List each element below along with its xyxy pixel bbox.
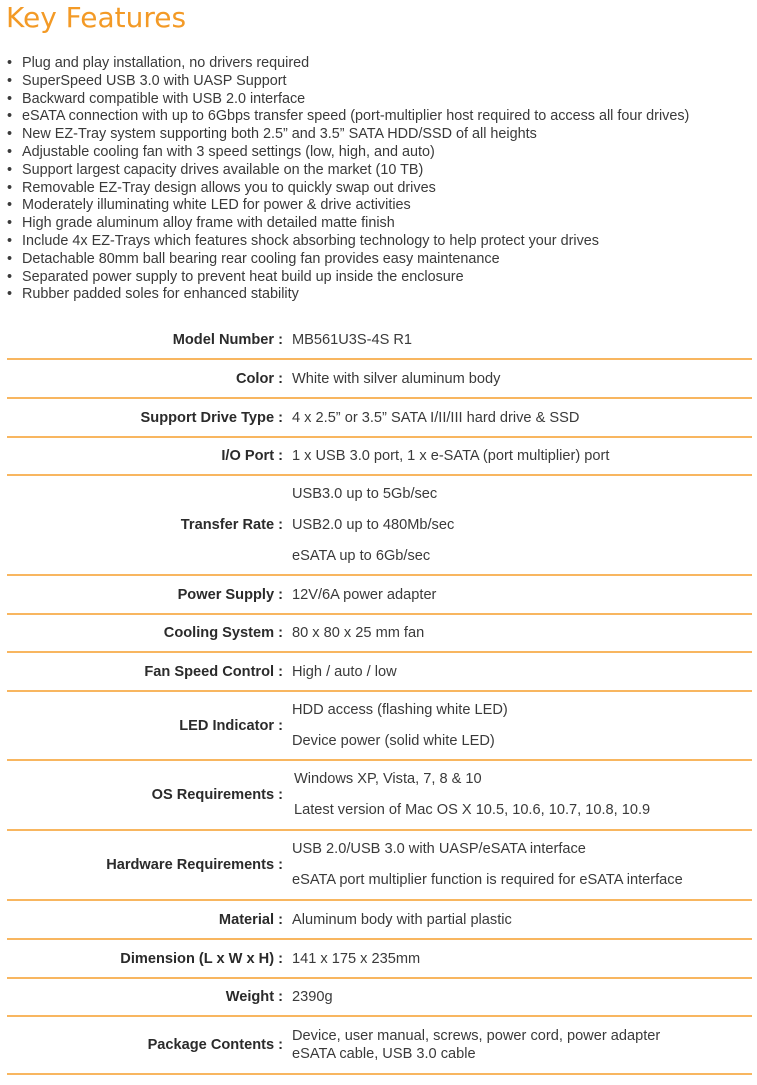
spec-value	[292, 1027, 752, 1063]
spec-value	[292, 371, 752, 387]
spec-value	[292, 989, 752, 1005]
spec-value	[292, 625, 752, 641]
spec-value-line: Aluminum body with partial plastic	[292, 911, 512, 928]
spec-value-line: eSATA port multiplier function is required for eSATA interface	[292, 872, 683, 888]
spec-label: Color :	[235, 370, 283, 387]
spec-value-line: 141 x 175 x 235mm	[292, 950, 421, 967]
spec-label: Package Contents :	[147, 1037, 283, 1053]
spec-value-line: 2390g	[292, 989, 333, 1005]
feature-item: • SuperSpeed USB 3.0 with UASP Support	[7, 73, 689, 91]
feature-item: • Removable EZ-Tray design allows you to quickly swap out drives	[7, 180, 689, 198]
spec-label: Weight :	[225, 989, 283, 1005]
spec-value-line: 4 x 2.5” or 3.5” SATA I/II/III hard drive & SSD	[292, 409, 580, 426]
spec-row-cooling-system	[7, 615, 752, 653]
spec-value-line: eSATA up to 6Gb/sec	[292, 547, 431, 564]
spec-value	[292, 764, 752, 826]
spec-value	[292, 410, 752, 426]
spec-value	[292, 912, 752, 928]
spec-label: Material :	[218, 911, 283, 928]
spec-label: Dimension (L x W x H) :	[120, 950, 283, 967]
spec-value	[292, 664, 752, 680]
spec-label: Support Drive Type :	[140, 409, 283, 426]
spec-value-line: USB2.0 up to 480Mb/sec	[292, 516, 455, 533]
spec-label: Power Supply :	[177, 586, 283, 603]
spec-value	[292, 332, 752, 348]
spec-label: OS Requirements :	[151, 787, 283, 803]
feature-item: • Moderately illuminating white LED for power & drive activities	[7, 197, 689, 215]
spec-label: I/O Port :	[221, 448, 283, 464]
spec-label: Hardware Requirements :	[106, 857, 283, 873]
feature-item: • New EZ-Tray system supporting both 2.5” and 3.5” SATA HDD/SSD of all heights	[7, 126, 689, 144]
page-title: Key Features	[6, 1, 187, 34]
spec-row-power-supply	[7, 576, 752, 615]
feature-item: • Backward compatible with USB 2.0 interface	[7, 91, 689, 109]
spec-value-line: HDD access (flashing white LED)	[292, 701, 508, 718]
specifications-table	[7, 321, 752, 1075]
spec-label: Fan Speed Control :	[144, 663, 283, 680]
spec-row-support-drive-type	[7, 399, 752, 438]
feature-item: • eSATA connection with up to 6Gbps transfer speed (port-multiplier host required to access all four drives)	[7, 108, 689, 126]
spec-label: Model Number :	[172, 331, 283, 348]
spec-value-line: Device power (solid white LED)	[292, 732, 495, 749]
spec-value-line: MB561U3S-4S R1	[292, 331, 413, 348]
spec-value-line: High / auto / low	[292, 663, 397, 680]
spec-row-fan-speed-control	[7, 653, 752, 692]
spec-value	[292, 695, 752, 757]
spec-value-line: eSATA cable, USB 3.0 cable	[292, 1046, 476, 1062]
spec-value-line: USB3.0 up to 5Gb/sec	[292, 485, 438, 502]
key-features-list	[7, 55, 689, 304]
spec-value-line: Windows XP, Vista, 7, 8 & 10	[294, 771, 482, 787]
spec-row-color	[7, 360, 752, 399]
spec-value-line: 1 x USB 3.0 port, 1 x e-SATA (port multiplier) port	[292, 448, 610, 464]
spec-row-io-port	[7, 438, 752, 476]
feature-item: • High grade aluminum alloy frame with detailed matte finish	[7, 215, 689, 233]
feature-item: • Detachable 80mm ball bearing rear cooling fan provides easy maintenance	[7, 251, 689, 269]
spec-row-led-indicator	[7, 692, 752, 761]
spec-value-line: Device, user manual, screws, power cord, power adapter	[292, 1028, 661, 1044]
spec-label: Cooling System :	[163, 625, 283, 641]
feature-item: • Adjustable cooling fan with 3 speed settings (low, high, and auto)	[7, 144, 689, 162]
spec-label: Transfer Rate :	[180, 517, 283, 533]
spec-value-line: 12V/6A power adapter	[292, 586, 437, 603]
feature-item: • Separated power supply to prevent heat build up inside the enclosure	[7, 269, 689, 287]
feature-item: • Support largest capacity drives available on the market (10 TB)	[7, 162, 689, 180]
spec-value	[292, 834, 752, 896]
spec-row-material	[7, 901, 752, 940]
spec-row-dimension	[7, 940, 752, 979]
spec-value-line: Latest version of Mac OS X 10.5, 10.6, 10.7, 10.8, 10.9	[294, 802, 651, 818]
spec-value	[292, 448, 752, 464]
spec-row-transfer-rate	[7, 476, 752, 576]
spec-value	[292, 951, 752, 967]
feature-item: • Include 4x EZ-Trays which features shock absorbing technology to help protect your drives	[7, 233, 689, 251]
feature-item: • Plug and play installation, no drivers required	[7, 55, 689, 73]
spec-row-weight	[7, 979, 752, 1017]
spec-value-line: 80 x 80 x 25 mm fan	[292, 625, 425, 641]
spec-label: LED Indicator :	[179, 717, 283, 734]
spec-row-model-number	[7, 321, 752, 360]
spec-row-os-requirements	[7, 761, 752, 831]
spec-value-line: USB 2.0/USB 3.0 with UASP/eSATA interface	[292, 841, 586, 857]
spec-row-hardware-requirements	[7, 831, 752, 901]
spec-value-line: White with silver aluminum body	[292, 370, 501, 387]
spec-row-package-contents	[7, 1017, 752, 1075]
spec-value	[292, 587, 752, 603]
spec-value	[292, 479, 752, 572]
feature-item: • Rubber padded soles for enhanced stability	[7, 286, 689, 304]
